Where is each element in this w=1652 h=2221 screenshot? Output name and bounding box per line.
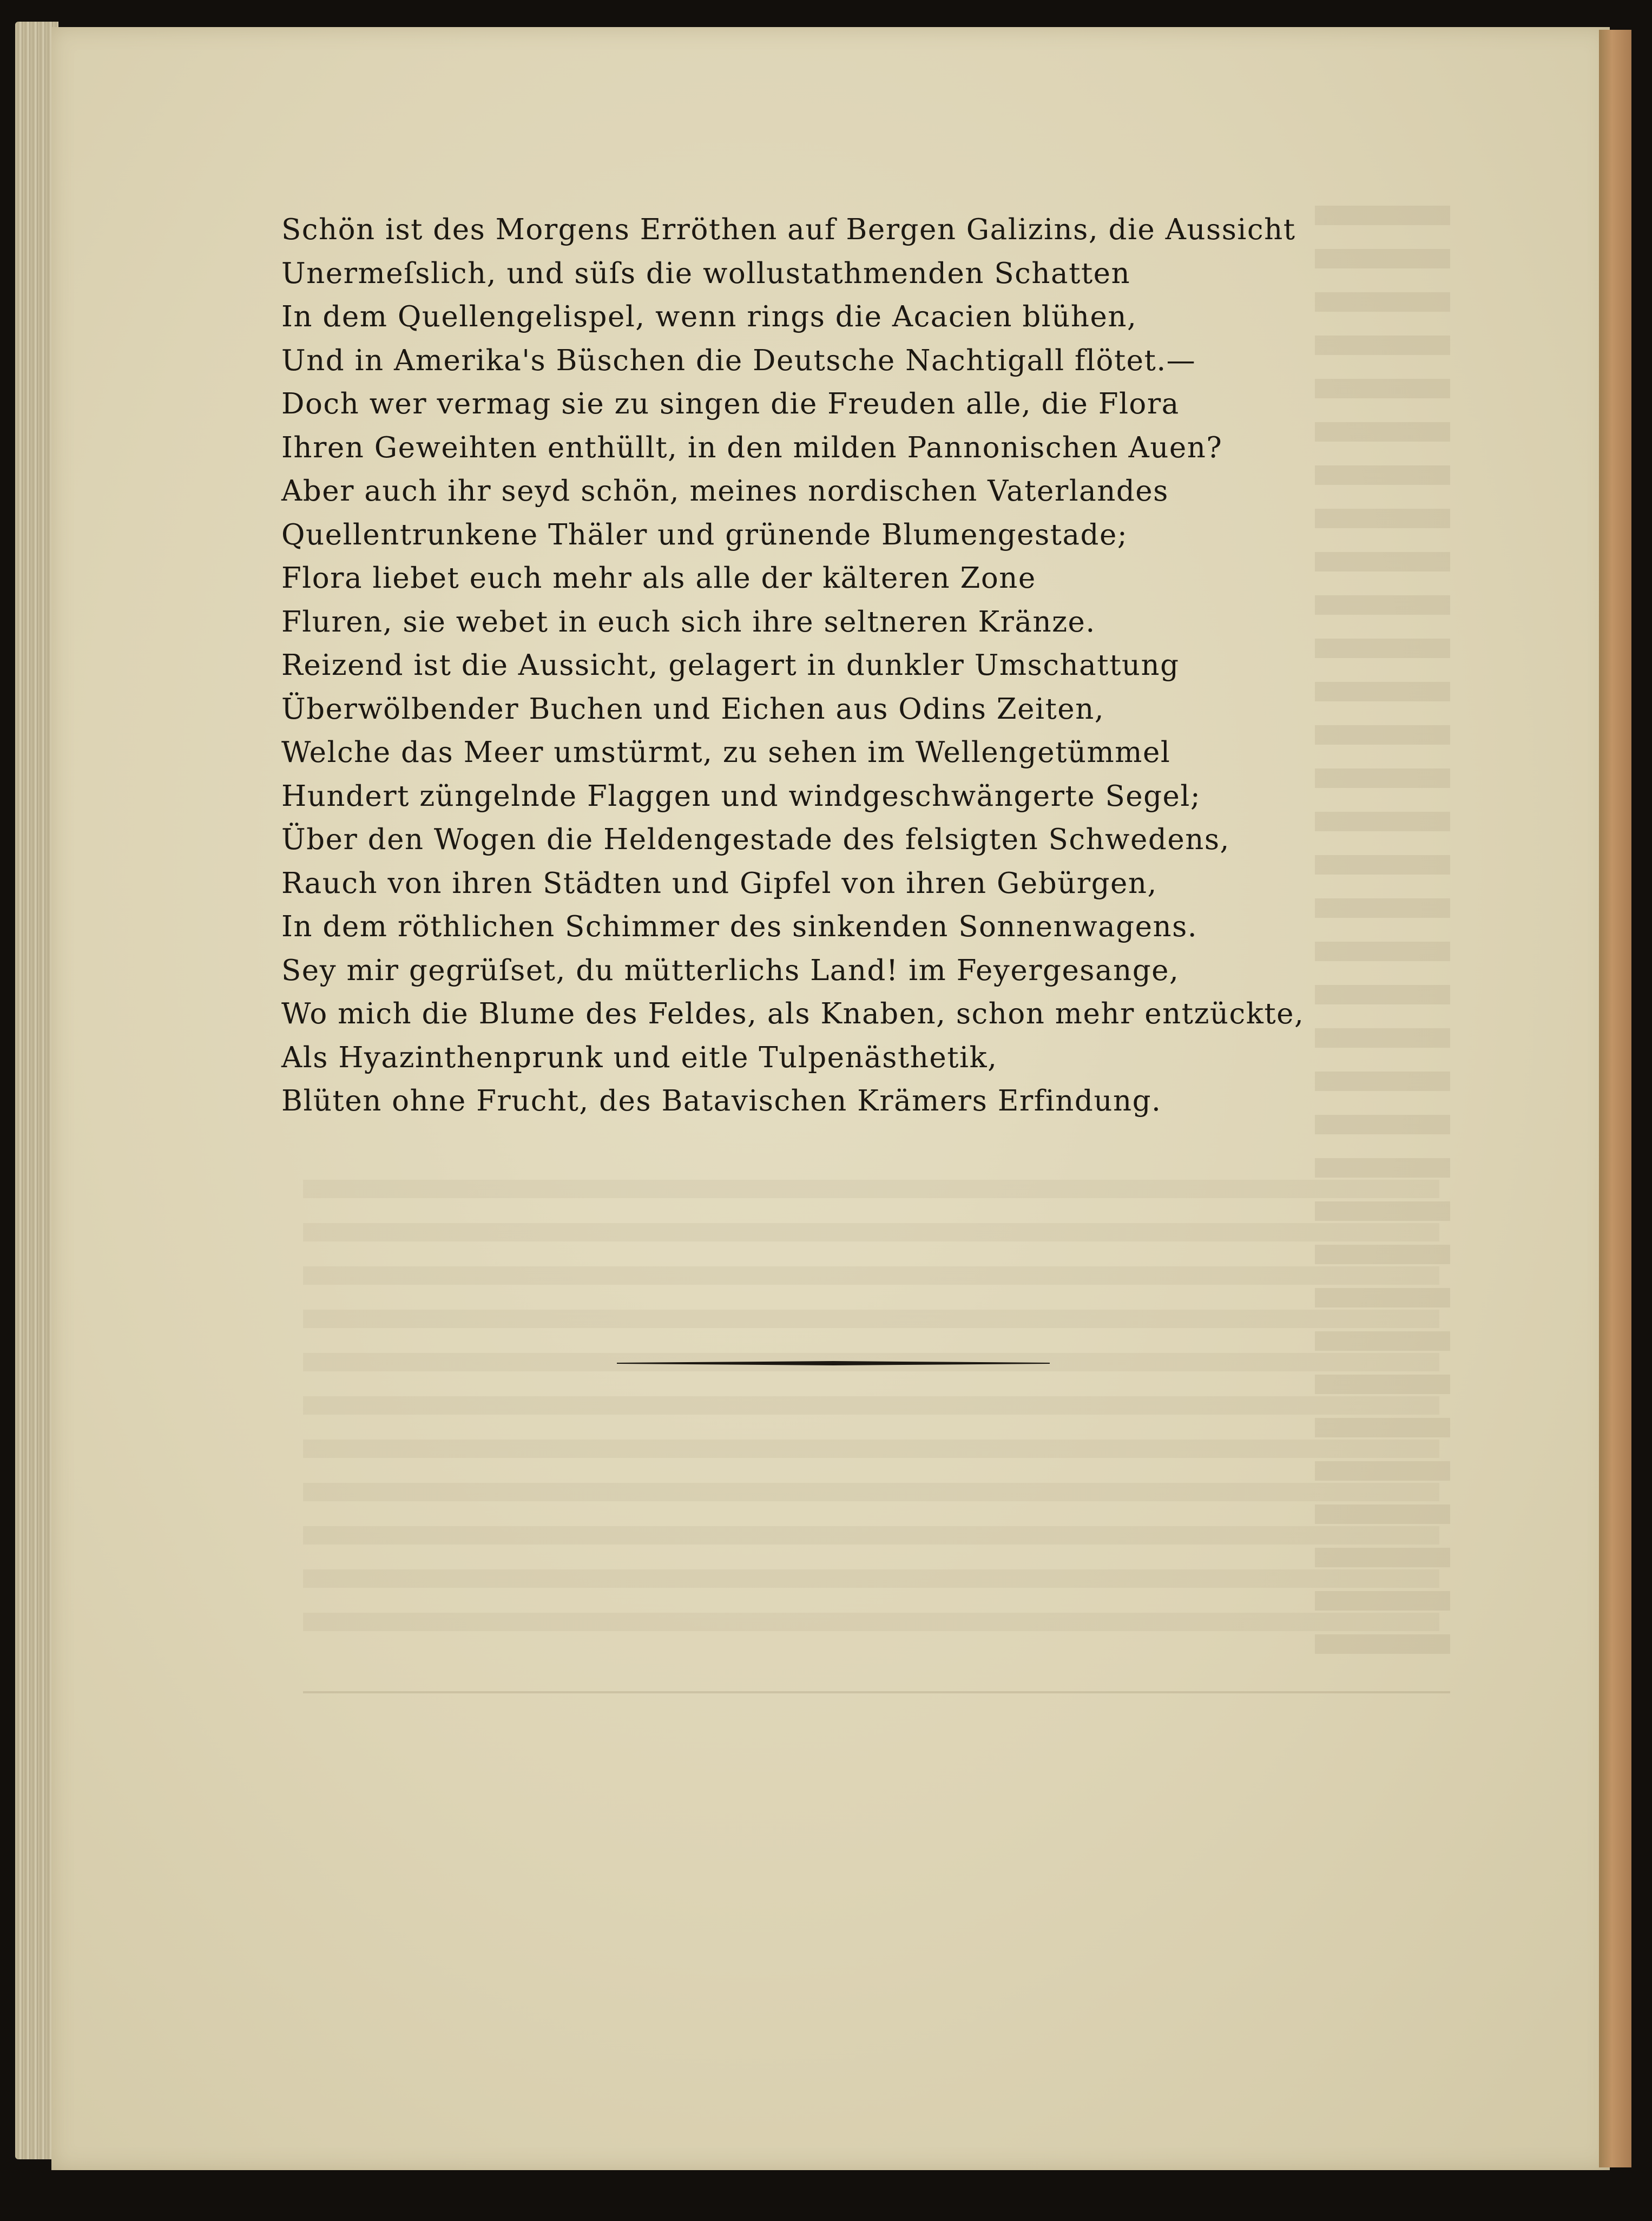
poem-line: Flora liebet euch mehr als alle der kälteren Zone: [281, 562, 1036, 595]
poem-text: [281, 208, 1418, 1123]
poem-line: Aber auch ihr seyd schön, meines nordischen Vaterlandes: [281, 475, 1169, 508]
poem-line: Und in Amerika's Büschen die Deutsche Nachtigall flötet.—: [281, 344, 1196, 377]
poem-line: Blüten ohne Frucht, des Batavischen Krämers Erfindung.: [281, 1085, 1162, 1118]
decorative-end-rule: [617, 1361, 1050, 1365]
reverse-side-footnote-rule: [303, 1691, 1450, 1693]
poem-line: Ihren Geweihten enthüllt, in den milden Pannonischen Auen?: [281, 431, 1223, 464]
poem-line: Über den Wogen die Heldengestade des felsigten Schwedens,: [281, 823, 1230, 856]
poem-line: Reizend ist die Aussicht, gelagert in dunkler Umschattung: [281, 649, 1180, 682]
book-binding-edge: [1599, 30, 1631, 2167]
poem-line: In dem Quellengelispel, wenn rings die Acacien blühen,: [281, 300, 1137, 333]
poem-line: Sey mir gegrüſset, du mütterlichs Land! im Feyergesange,: [281, 954, 1180, 987]
poem-line: In dem röthlichen Schimmer des sinkenden Sonnenwagens.: [281, 910, 1198, 943]
poem-line: Wo mich die Blume des Feldes, als Knaben, schon mehr entzückte,: [281, 997, 1305, 1030]
poem-line: Welche das Meer umstürmt, zu sehen im Wellengetümmel: [281, 736, 1171, 769]
poem-line: Fluren, sie webet in euch sich ihre seltneren Kränze.: [281, 605, 1096, 639]
reverse-side-show-through-lower: [303, 1180, 1439, 1645]
poem-line: Als Hyazinthenprunk und eitle Tulpenästhetik,: [281, 1041, 998, 1074]
poem-line: Unermeſslich, und süſs die wollustathmenden Schatten: [281, 257, 1131, 290]
poem-line: Überwölbender Buchen und Eichen aus Odins Zeiten,: [281, 692, 1105, 726]
poem-line: Quellentrunkene Thäler und grünende Blumengestade;: [281, 518, 1128, 551]
poem-line: Hundert züngelnde Flaggen und windgeschwängerte Segel;: [281, 779, 1201, 813]
poem-line: Doch wer vermag sie zu singen die Freuden alle, die Flora: [281, 387, 1180, 420]
poem-line: Schön ist des Morgens Erröthen auf Bergen Galizins, die Aussicht: [281, 213, 1296, 246]
poem-line: Rauch von ihren Städten und Gipfel von ihren Gebürgen,: [281, 866, 1157, 900]
